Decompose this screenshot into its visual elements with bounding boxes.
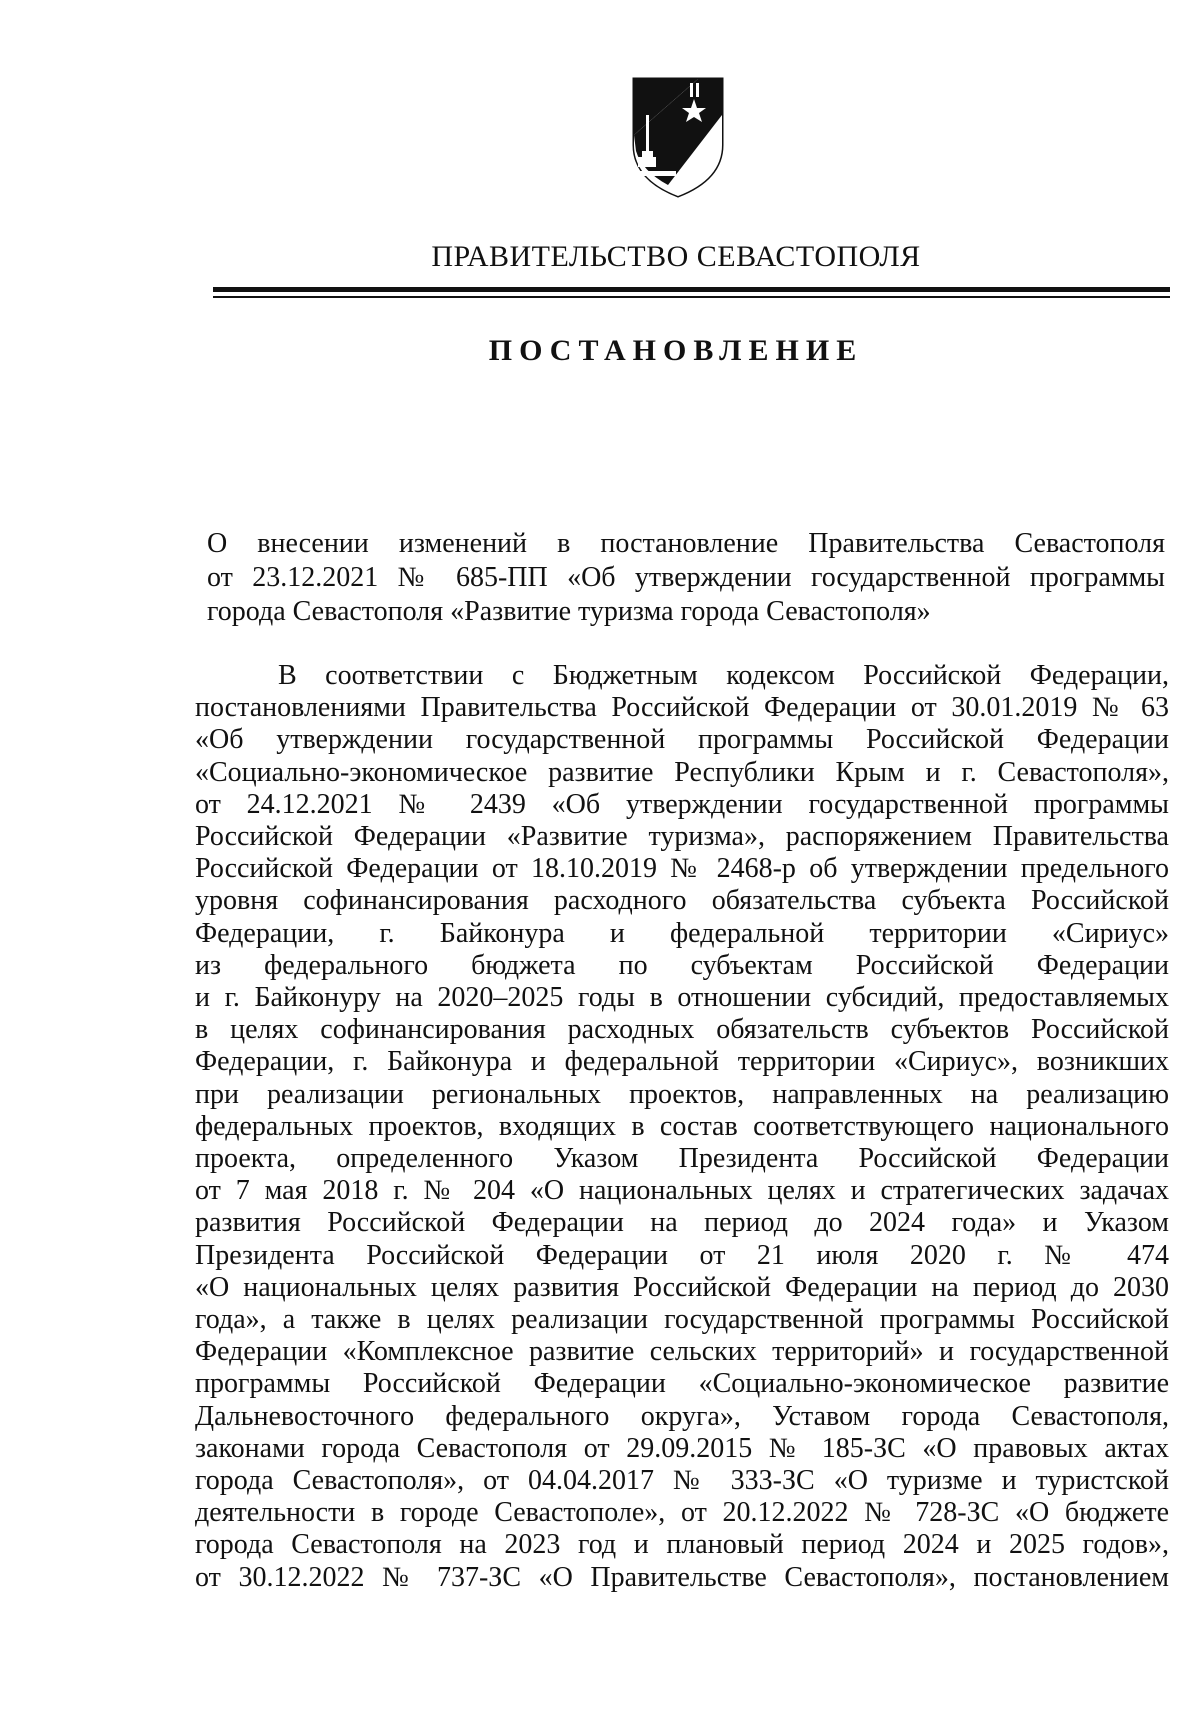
body-line: развития Российской Федерации на период до 2024 года» и Указом (195, 1207, 1169, 1239)
body-line: «О национальных целях развития Российской Федерации на период до 2030 (195, 1271, 1169, 1303)
header-rule-thin (213, 296, 1170, 298)
document-body (195, 660, 1169, 1594)
subject-line: города Севастополя «Развитие туризма города Севастополя» (207, 596, 931, 627)
coat-of-arms-icon (628, 75, 728, 200)
subject-line: от 23.12.2021 № 685-ПП «Об утверждении государственной программы (207, 562, 1165, 593)
body-line: уровня софинансирования расходного обязательства субъекта Российской (195, 885, 1169, 917)
body-line: «Социально-экономическое развитие Республики Крым и г. Севастополя», (195, 756, 1169, 788)
body-line: из федерального бюджета по субъектам Российской Федерации (195, 949, 1169, 981)
header-rule-thick (213, 287, 1170, 292)
body-line: программы Российской Федерации «Социально-экономическое развитие (195, 1368, 1169, 1400)
body-line: постановлениями Правительства Российской Федерации от 30.01.2019 № 63 (195, 692, 1169, 724)
body-line: города Севастополя», от 04.04.2017 № 333-ЗС «О туризме и туристской (195, 1465, 1169, 1497)
body-line: проекта, определенного Указом Президента Российской Федерации (195, 1143, 1169, 1175)
body-line: деятельности в городе Севастополе», от 20.12.2022 № 728-ЗС «О бюджете (195, 1497, 1169, 1529)
body-line: «Об утверждении государственной программы Российской Федерации (195, 724, 1169, 756)
body-line: от 24.12.2021 № 2439 «Об утверждении государственной программы (195, 788, 1169, 820)
body-line: в целях софинансирования расходных обязательств субъектов Российской (195, 1014, 1169, 1046)
body-line: Федерации, г. Байконура и федеральной территории «Сириус» (195, 917, 1169, 949)
body-line: Дальневосточного федерального округа», Уставом города Севастополя, (195, 1400, 1169, 1432)
body-line: города Севастополя на 2023 год и плановый период 2024 и 2025 годов», (195, 1529, 1169, 1561)
body-line: законами города Севастополя от 29.09.2015 № 185-ЗС «О правовых актах (195, 1432, 1169, 1464)
body-line: Федерации «Комплексное развитие сельских территорий» и государственной (195, 1336, 1169, 1368)
body-line: В соответствии с Бюджетным кодексом Российской Федерации, (278, 660, 1169, 691)
body-line: федеральных проектов, входящих в состав соответствующего национального (195, 1110, 1169, 1142)
government-name: ПРАВИТЕЛЬСТВО СЕВАСТОПОЛЯ (431, 240, 921, 273)
body-line: от 7 мая 2018 г. № 204 «О национальных целях и стратегических задачах (195, 1175, 1169, 1207)
body-line: и г. Байконуру на 2020–2025 годы в отношении субсидий, предоставляемых (195, 982, 1169, 1014)
body-line: Президента Российской Федерации от 21 июля 2020 г. № 474 (195, 1239, 1169, 1271)
body-line: Российской Федерации от 18.10.2019 № 2468-р об утверждении предельного (195, 853, 1169, 885)
body-line: от 30.12.2022 № 737-ЗС «О Правительстве Севастополя», постановлением (195, 1561, 1169, 1593)
body-line: при реализации региональных проектов, направленных на реализацию (195, 1078, 1169, 1110)
document-subject (207, 527, 1165, 629)
subject-line: О внесении изменений в постановление Правительства Севастополя (207, 528, 1165, 559)
document-type-title: ПОСТАНОВЛЕНИЕ (488, 334, 864, 367)
body-line: Федерации, г. Байконура и федеральной территории «Сириус», возникших (195, 1046, 1169, 1078)
body-line: Российской Федерации «Развитие туризма», распоряжением Правительства (195, 821, 1169, 853)
body-line: года», а также в целях реализации государственной программы Российской (195, 1304, 1169, 1336)
